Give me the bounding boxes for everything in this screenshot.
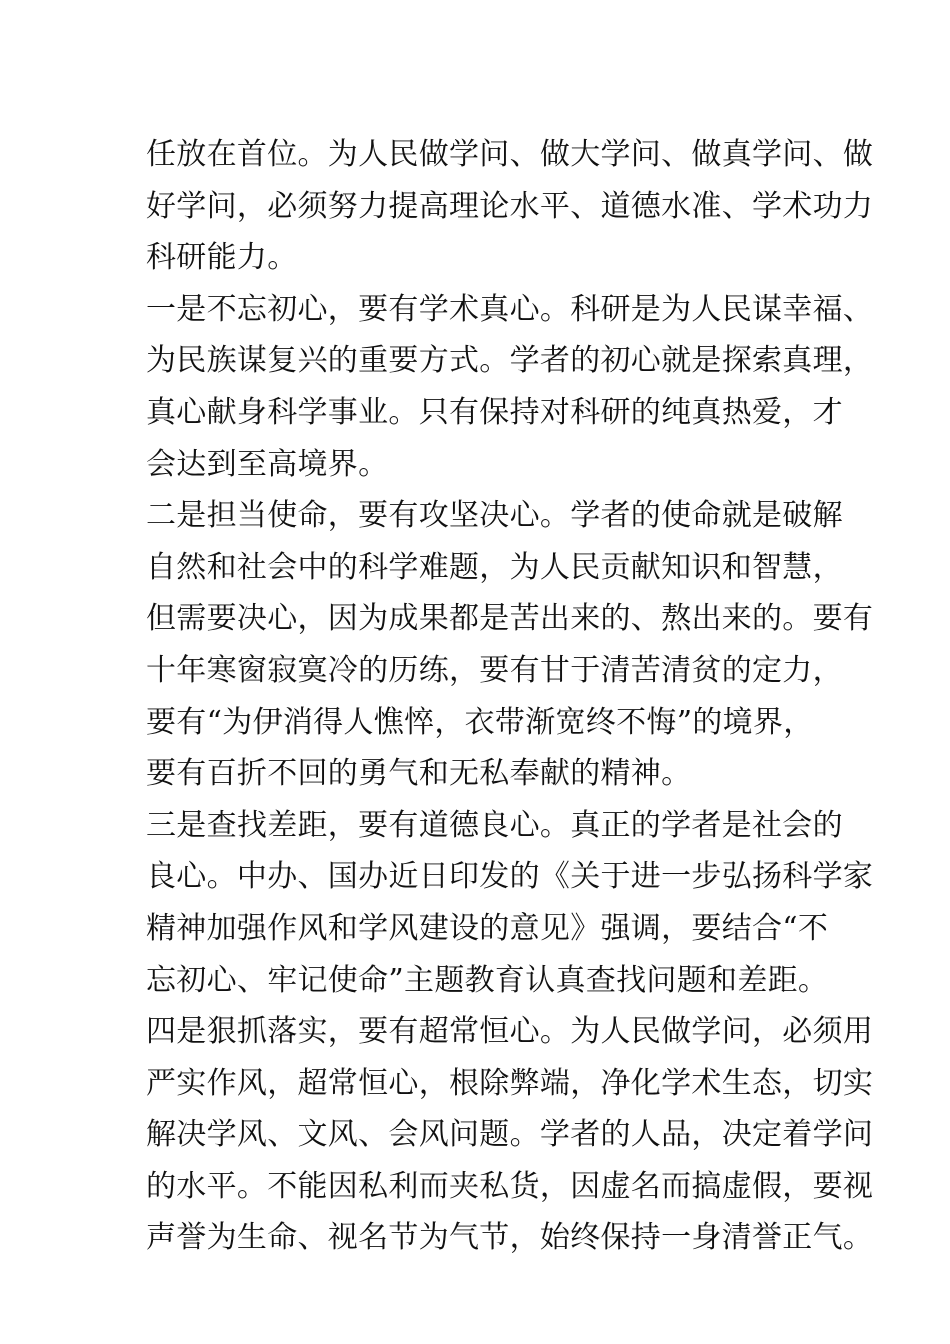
text-line: 良心。中办、国办近日印发的《关于进一步弘扬科学家 [146,859,874,895]
text-line: 要有百折不回的勇气和无私奉献的精神。 [146,756,692,792]
body-text [146,129,874,1264]
text-line: 为民族谋复兴的重要方式。学者的初心就是探索真理， [146,343,874,379]
text-line: 的水平。不能因私利而夹私货，因虚名而搞虚假，要视 [146,1168,874,1204]
text-line: 精神加强作风和学风建设的意见》强调，要结合“不 [146,910,829,946]
text-line: 三是查找差距，要有道德良心。真正的学者是社会的 [146,807,843,843]
text-line: 声誉为生命、视名节为气节，始终保持一身清誉正气。 [146,1220,874,1256]
text-line: 任放在首位。为人民做学问、做大学问、做真学问、做 [146,137,874,172]
text-line: 但需要决心，因为成果都是苦出来的、熬出来的。要有 [146,601,874,637]
text-line: 四是狠抓落实，要有超常恒心。为人民做学问，必须用 [146,1014,874,1050]
text-line: 要有“为伊消得人憔悴，衣带渐宽终不悔”的境界， [146,704,814,740]
text-line: 好学问，必须努力提高理论水平、道德水准、学术功力 [146,188,874,224]
text-line: 忘初心、牢记使命”主题教育认真查找问题和差距。 [146,962,829,998]
text-line: 解决学风、文风、会风问题。学者的人品，决定着学问 [146,1117,874,1153]
text-line: 真心献身科学事业。只有保持对科研的纯真热爱，才 [146,394,843,430]
text-line: 严实作风，超常恒心，根除弊端，净化学术生态，切实 [146,1065,874,1101]
text-line: 一是不忘初心，要有学术真心。科研是为人民谋幸福、 [146,291,874,327]
text-line: 二是担当使命，要有攻坚决心。学者的使命就是破解 [146,498,843,534]
text-line: 十年寒窗寂寞冷的历练，要有甘于清苦清贫的定力， [146,652,843,688]
text-line: 自然和社会中的科学难题，为人民贡献知识和智慧， [146,549,843,585]
text-line: 会达到至高境界。 [146,446,389,482]
text-line: 科研能力。 [146,240,298,276]
